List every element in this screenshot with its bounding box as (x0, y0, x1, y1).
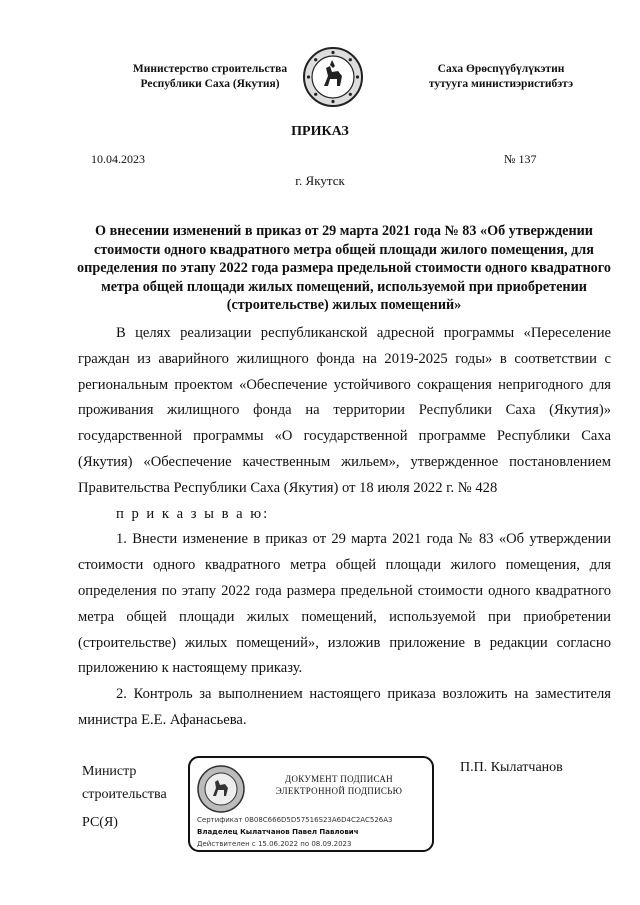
signatory-title-line2: строительства (82, 787, 167, 802)
stamp-title (248, 773, 430, 797)
ministry-name-line2: Республики Саха (Якутия) (140, 78, 280, 90)
document-date: 10.04.2023 (91, 152, 145, 166)
ministry-name-yakut-line2: тутууга министиэристибэтэ (428, 78, 574, 90)
signatory-title-line3: РС(Я) (82, 815, 118, 830)
signatory-name: П.П. Кылатчанов (460, 760, 563, 775)
signatory-title-line1: Министр (82, 764, 137, 779)
ministry-name-yakut-line1: Саха Өрөспүүбүлүкэтин (437, 63, 565, 75)
order-item-2: 2. Контроль за выполнением настоящего приказа возложить на заместителя министра Е.Е. Афанасьева. (78, 686, 611, 728)
signatory-title (82, 760, 167, 834)
seal-icon (196, 764, 246, 814)
document-heading: О внесении изменений в приказ от 29 марта 2021 года № 83 «Об утверждении стоимости одного квадратного метра общей площади жилого помещения, для определения по этапу 2022 года размера предельной стоимости одного квадратного метра общей площади жилых помещений, используемой при приобретении (строительстве) жилых помещений» (77, 223, 611, 313)
order-item-1: 1. Внести изменение в приказ от 29 марта 2021 года № 83 «Об утверждении стоимости одного квадратного метра общей площади жилого помещения, для определения по этапу 2022 года размера предельной стоимости одного квадратного метра общей площади жилых помещений, используемой при приобретении (строительстве) жилых помещений», изложив приложение в редакции согласно приложению к настоящему приказу. (78, 531, 611, 677)
document-city: г. Якутск (295, 173, 345, 188)
document-number: № 137 (504, 152, 537, 166)
stamp-owner: Владелец Кылатчанов Павел Павлович (197, 828, 359, 836)
document-type: ПРИКАЗ (291, 124, 349, 139)
document-body (78, 321, 611, 734)
electronic-signature-stamp (188, 756, 434, 852)
ministry-name-yakut (386, 62, 616, 92)
intro-paragraph: В целях реализации республиканской адресной программы «Переселение граждан из аварийного жилищного фонда на 2019-2025 годы» в соответствии с региональным проектом «Обеспечение устойчивого сокращения непригодного для проживания жилищного фонда на территории Республики Саха (Якутия)» государственной программы «О государственной программе Республики Саха (Якутия) «Обеспечение качественным жильем», утвержденное постановлением Правительства Республики Саха (Якутия) от 18 июля 2022 г. № 428 (78, 325, 611, 496)
ministry-name-line1: Министерство строительства (132, 63, 288, 75)
order-word: п р и к а з ы в а ю: (116, 505, 270, 522)
emblem-icon (302, 46, 364, 108)
stamp-title-line2: ЭЛЕКТРОННОЙ ПОДПИСЬЮ (275, 786, 403, 796)
ministry-name-russian (95, 62, 325, 92)
stamp-title-line1: ДОКУМЕНТ ПОДПИСАН (285, 774, 393, 784)
stamp-validity: Действителен с 15.06.2022 по 08.09.2023 (197, 840, 352, 848)
stamp-certificate: Сертификат 0B08C666D5D57516S23A6D4C2AC526A3 (197, 816, 393, 824)
